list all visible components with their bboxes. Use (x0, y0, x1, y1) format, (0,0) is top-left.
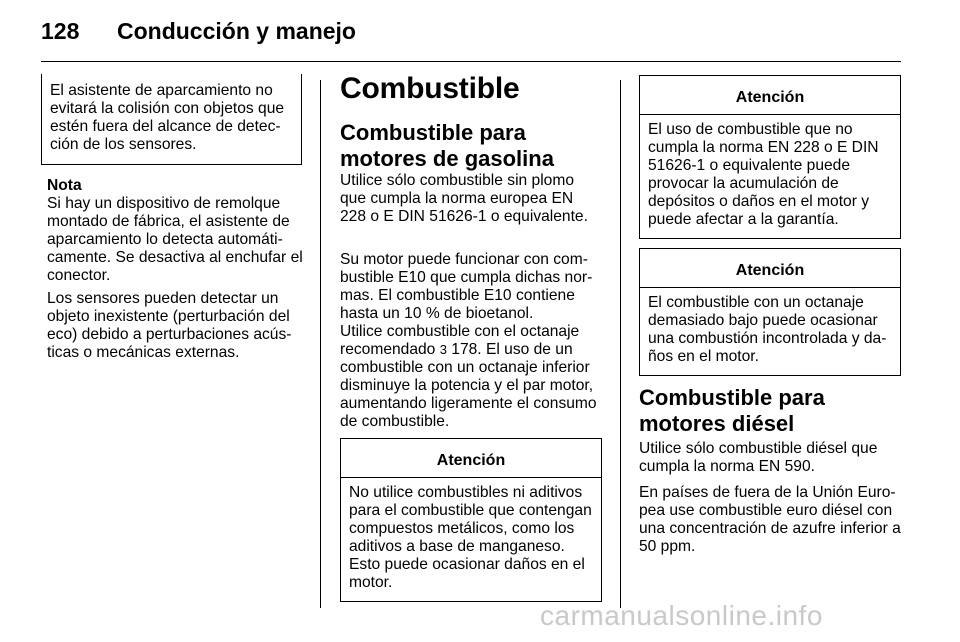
page-number: 128 (41, 18, 80, 44)
attention-box-text: El combustible con un octanaje demasiado bajo puede ocasionar una combustión incontrolada y daños en el motor. (648, 294, 887, 365)
attention-box-text: No utilice combustibles ni aditivos para el combustible que contengan compuestos metálicos, como los aditivos a base de manganeso. Esto puede ocasionar daños en el motor. (349, 484, 592, 591)
column-divider-1 (320, 80, 321, 608)
paragraph-3-text-a: Utilice combustible con el octanaje recomendado (340, 323, 580, 358)
section-heading: Combustible (340, 72, 520, 105)
attention-box-text: El uso de combustible que no cumpla la norma EN 228 o E DIN 51626-1 o equivalente puede provocar la acumulación de depósitos o daños en el motor y puede afectar a la garantía. (648, 121, 879, 228)
attention-box-title: Atención (640, 76, 900, 115)
subheading-diesel: Combustible para motores diésel (639, 385, 825, 436)
warning-box-text: El asistente de aparcamiento no evitará la colisión con objetos que estén fuera del alcance de detección de los sensores. (50, 82, 285, 153)
page-header (41, 16, 901, 52)
note-paragraph-2: Los sensores pueden detectar un objeto inexistente (perturbación del eco) debido a perturbaciones acústicas o mecánicas externas. (47, 290, 292, 361)
paragraph-3-text-b: 178. El uso de un combustible con un octanaje inferior disminuye la potencia y el par motor, aumentando ligeramente el consumo de combustible. (340, 341, 597, 430)
gasoline-paragraph-1: Utilice sólo combustible sin plomo que cumpla la norma europea EN 228 o E DIN 51626-1 o equivalente. (340, 172, 588, 225)
note-paragraph-1: Si hay un dispositivo de remolque montado de fábrica, el asistente de aparcamiento lo detecta automáticamente. Se desactiva al enchufar el conector. (47, 195, 303, 284)
header-divider (41, 61, 901, 62)
attention-box-gasoline (340, 438, 602, 602)
attention-box-title: Atención (341, 439, 601, 478)
warning-box (41, 74, 302, 165)
gasoline-paragraph-3 (340, 323, 602, 431)
attention-box-norm (639, 75, 901, 239)
watermark: carmanualsonline.info (540, 600, 823, 631)
attention-box-title: Atención (640, 249, 900, 288)
note-title: Nota (47, 177, 82, 194)
subheading-gasoline: Combustible para motores de gasolina (340, 120, 554, 171)
page-reference-icon: 3 (439, 342, 447, 357)
attention-box-octane (639, 248, 901, 376)
column-divider-2 (620, 80, 621, 608)
diesel-paragraph-1: Utilice sólo combustible diésel que cumpla la norma EN 590. (639, 440, 878, 475)
page-title: Conducción y manejo (117, 18, 356, 44)
diesel-paragraph-2: En países de fuera de la Unión Europea use combustible euro diésel con una concentración de azufre inferior a 50 ppm. (639, 484, 901, 555)
gasoline-paragraph-2: Su motor puede funcionar con combustible E10 que cumpla dichas normas. El combustible E10 contiene hasta un 10 % de bioetanol. (340, 251, 593, 322)
